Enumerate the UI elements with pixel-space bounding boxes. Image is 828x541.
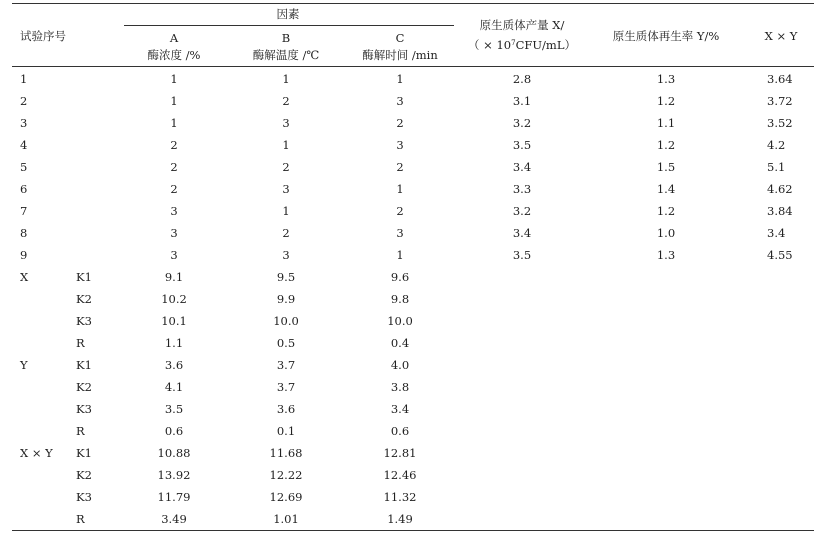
trial-cell-x: 3.1 (512, 94, 532, 108)
trial-cell-no: 2 (20, 94, 28, 108)
trial-cell-a: 2 (170, 160, 178, 174)
analysis-cell-a: 10.2 (161, 292, 187, 306)
analysis-group-label: Y (20, 358, 28, 372)
trial-cell-xy: 4.62 (767, 182, 793, 196)
trial-cell-y: 1.2 (656, 204, 676, 218)
analysis-cell-c: 12.81 (383, 446, 417, 460)
header-factor-a-label: 酶浓度 /% (147, 48, 201, 62)
trial-cell-a: 2 (170, 182, 178, 196)
trial-cell-b: 1 (282, 138, 290, 152)
trial-cell-a: 3 (170, 204, 178, 218)
analysis-cell-b: 0.5 (276, 336, 296, 350)
trial-cell-xy: 3.52 (767, 116, 793, 130)
header-trial-no: 试验序号 (20, 29, 66, 43)
analysis-cell-c: 9.6 (390, 270, 410, 284)
trial-cell-a: 1 (170, 72, 178, 86)
analysis-cell-a: 3.49 (161, 512, 187, 526)
trial-cell-a: 1 (170, 116, 178, 130)
analysis-stat-label: K2 (76, 468, 92, 482)
analysis-cell-c: 3.8 (390, 380, 410, 394)
analysis-stat-label: K3 (76, 402, 92, 416)
analysis-cell-c: 12.46 (383, 468, 417, 482)
trial-cell-c: 1 (396, 182, 404, 196)
analysis-stat-label: R (76, 336, 85, 350)
trial-cell-no: 3 (20, 116, 28, 130)
header-factor-c-label: 酶解时间 /min (362, 48, 438, 62)
analysis-cell-b: 3.7 (276, 380, 296, 394)
header-product: X × Y (764, 29, 798, 43)
analysis-cell-a: 9.1 (164, 270, 184, 284)
analysis-cell-b: 11.68 (269, 446, 303, 460)
trial-cell-b: 1 (282, 72, 290, 86)
trial-cell-y: 1.2 (656, 94, 676, 108)
trial-cell-xy: 5.1 (767, 160, 786, 174)
analysis-stat-label: K2 (76, 292, 92, 306)
trial-cell-b: 3 (282, 116, 290, 130)
trial-cell-c: 2 (396, 160, 404, 174)
analysis-stat-label: R (76, 512, 85, 526)
analysis-cell-c: 4.0 (390, 358, 410, 372)
trial-cell-a: 3 (170, 226, 178, 240)
analysis-cell-b: 9.9 (276, 292, 296, 306)
analysis-cell-a: 3.6 (164, 358, 184, 372)
analysis-cell-a: 3.5 (164, 402, 184, 416)
analysis-cell-b: 0.1 (276, 424, 296, 438)
trial-cell-y: 1.1 (656, 116, 676, 130)
trial-cell-y: 1.3 (656, 72, 676, 86)
trial-cell-no: 1 (20, 72, 28, 86)
trial-cell-xy: 3.84 (767, 204, 793, 218)
analysis-cell-b: 9.5 (276, 270, 296, 284)
analysis-stat-label: K1 (76, 358, 92, 372)
trial-cell-no: 9 (20, 248, 28, 262)
trial-cell-b: 3 (282, 182, 290, 196)
trial-cell-c: 1 (396, 72, 404, 86)
trial-cell-x: 3.2 (512, 116, 532, 130)
header-yield-unit-exp: 7 (511, 39, 516, 47)
trial-cell-b: 3 (282, 248, 290, 262)
analysis-stat-label: K3 (76, 314, 92, 328)
analysis-cell-b: 3.6 (276, 402, 296, 416)
trial-cell-x: 3.4 (512, 160, 532, 174)
analysis-cell-c: 11.32 (383, 490, 417, 504)
trial-cell-c: 3 (396, 94, 404, 108)
analysis-stat-label: K3 (76, 490, 92, 504)
header-yield-line1: 原生质体产量 X/ (479, 18, 565, 32)
analysis-cell-b: 3.7 (276, 358, 296, 372)
trial-cell-c: 2 (396, 116, 404, 130)
trial-cell-x: 3.5 (512, 248, 532, 262)
trial-cell-x: 3.3 (512, 182, 532, 196)
analysis-cell-c: 9.8 (390, 292, 410, 306)
trial-cell-no: 8 (20, 226, 28, 240)
analysis-cell-a: 10.88 (157, 446, 191, 460)
header-yield-unit-post: CFU/mL） (515, 38, 576, 52)
header-factor-a-code: A (169, 31, 179, 45)
trial-cell-x: 3.2 (512, 204, 532, 218)
analysis-cell-a: 13.92 (157, 468, 191, 482)
trial-cell-no: 4 (20, 138, 28, 152)
analysis-stat-label: K1 (76, 446, 92, 460)
top-rule (12, 3, 814, 4)
trial-cell-xy: 4.2 (767, 138, 786, 152)
trial-cell-y: 1.4 (656, 182, 676, 196)
trial-cell-c: 3 (396, 138, 404, 152)
trial-cell-y: 1.0 (656, 226, 676, 240)
analysis-cell-c: 1.49 (387, 512, 413, 526)
trial-cell-a: 1 (170, 94, 178, 108)
header-yield-unit-pre: （ × 10 (468, 38, 512, 52)
analysis-group-label: X × Y (20, 446, 53, 460)
analysis-cell-a: 10.1 (161, 314, 187, 328)
trial-cell-c: 2 (396, 204, 404, 218)
trial-cell-b: 2 (282, 226, 290, 240)
analysis-cell-b: 1.01 (273, 512, 299, 526)
trial-cell-x: 3.5 (512, 138, 532, 152)
analysis-cell-c: 3.4 (390, 402, 410, 416)
trial-cell-xy: 3.4 (767, 226, 786, 240)
trial-cell-x: 2.8 (512, 72, 532, 86)
trial-cell-b: 2 (282, 94, 290, 108)
trial-cell-b: 2 (282, 160, 290, 174)
analysis-stat-label: R (76, 424, 85, 438)
trial-cell-a: 3 (170, 248, 178, 262)
trial-cell-xy: 4.55 (767, 248, 793, 262)
trial-cell-y: 1.5 (656, 160, 676, 174)
header-bottom-rule (12, 66, 814, 67)
factor-group-rule (124, 25, 454, 26)
header-regeneration: 原生质体再生率 Y/% (612, 29, 720, 43)
trial-cell-c: 3 (396, 226, 404, 240)
analysis-cell-a: 1.1 (164, 336, 184, 350)
bottom-rule (12, 530, 814, 531)
trial-cell-no: 7 (20, 204, 28, 218)
trial-cell-xy: 3.72 (767, 94, 793, 108)
header-yield-line2 (468, 38, 576, 52)
trial-cell-no: 5 (20, 160, 28, 174)
analysis-group-label: X (20, 270, 29, 284)
header-factor-b-label: 酶解温度 /℃ (252, 48, 320, 62)
header-factor-b-code: B (281, 31, 291, 45)
analysis-cell-a: 11.79 (157, 490, 191, 504)
analysis-cell-a: 4.1 (164, 380, 184, 394)
trial-cell-xy: 3.64 (767, 72, 793, 86)
trial-cell-y: 1.3 (656, 248, 676, 262)
header-factor-c-code: C (395, 31, 405, 45)
trial-cell-a: 2 (170, 138, 178, 152)
analysis-cell-c: 10.0 (387, 314, 413, 328)
trial-cell-c: 1 (396, 248, 404, 262)
trial-cell-no: 6 (20, 182, 28, 196)
analysis-stat-label: K1 (76, 270, 92, 284)
analysis-cell-b: 10.0 (273, 314, 299, 328)
trial-cell-b: 1 (282, 204, 290, 218)
trial-cell-x: 3.4 (512, 226, 532, 240)
analysis-cell-c: 0.6 (390, 424, 410, 438)
analysis-cell-a: 0.6 (164, 424, 184, 438)
analysis-cell-b: 12.22 (269, 468, 303, 482)
analysis-cell-c: 0.4 (390, 336, 410, 350)
analysis-cell-b: 12.69 (269, 490, 303, 504)
header-factor-group: 因素 (276, 7, 300, 21)
analysis-stat-label: K2 (76, 380, 92, 394)
trial-cell-y: 1.2 (656, 138, 676, 152)
